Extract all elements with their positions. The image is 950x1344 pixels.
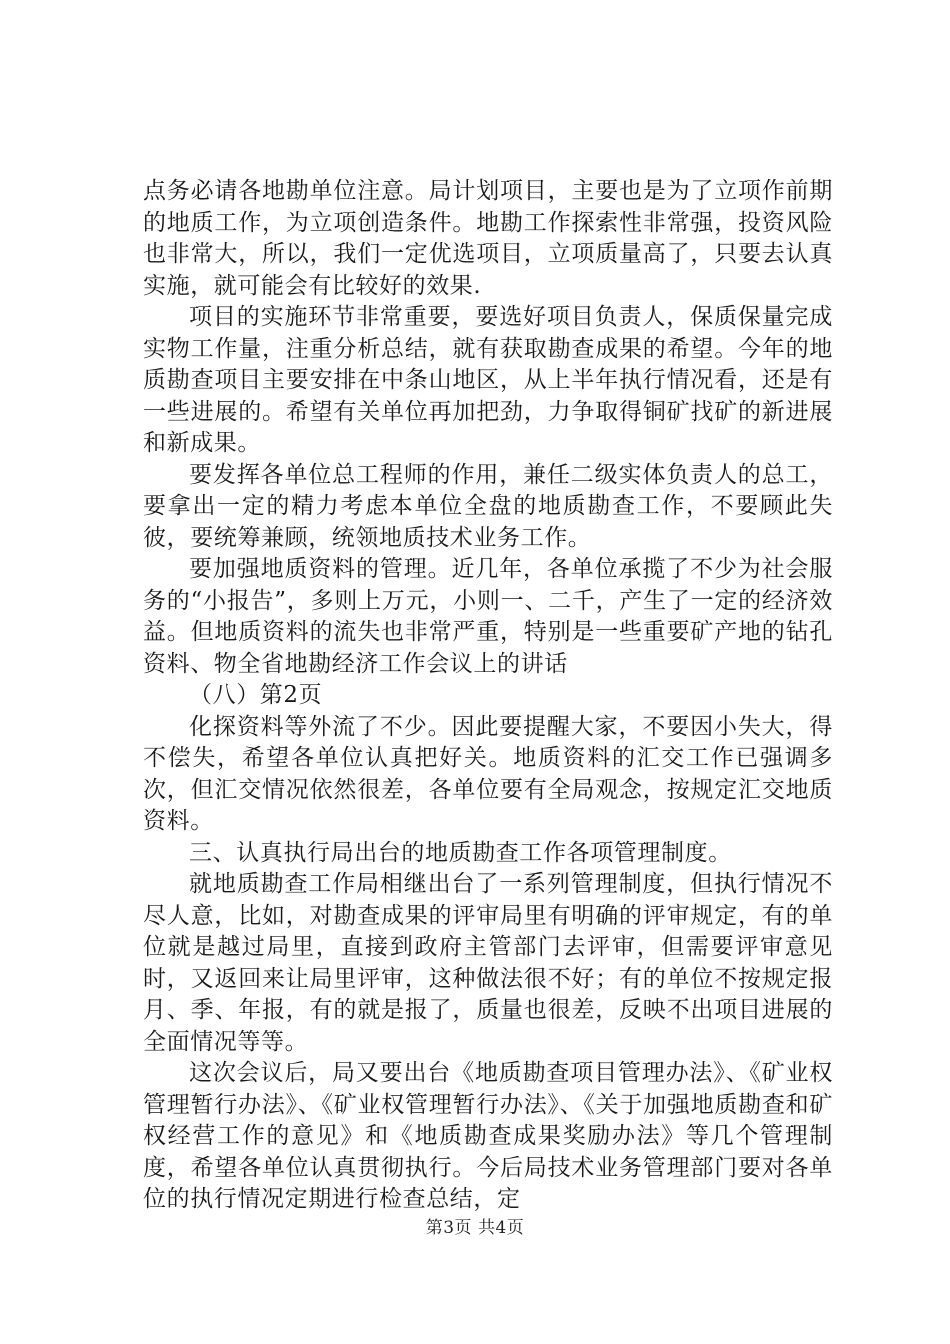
document-body <box>143 176 833 1216</box>
paragraph-2: 项目的实施环节非常重要，要选好项目负责人，保质保量完成实物工作量，注重分析总结，就有获取勘查成果的希望。今年的地质勘查项目主要安排在中条山地区，从上半年执行情况看，还是有一些进展的。希望有关单位再加把劲，力争取得铜矿找矿的新进展和新成果。 <box>143 304 833 456</box>
paragraph-1: 点务必请各地勘单位注意。局计划项目，主要也是为了立项作前期的地质工作，为立项创造条件。地勘工作探索性非常强，投资风险也非常大，所以，我们一定优选项目，立项质量高了，只要去认真实施，就可能会有比较好的效果. <box>143 178 833 299</box>
paragraph-6: 就地质勘查工作局相继出台了一系列管理制度，但执行情况不尽人意，比如，对勘查成果的评审局里有明确的评审规定，有的单位就是越过局里，直接到政府主管部门去评审，但需要评审意见时，又返回来让局里评审，这种做法很不好；有的单位不按规定报月、季、年报，有的就是报了，质量也很差，反映不出项目进展的全面情况等等。 <box>143 871 833 1055</box>
section-heading: 三、认真执行局出台的地质勘查工作各项管理制度。 <box>189 839 732 866</box>
section-marker: （八）第2页 <box>189 682 323 708</box>
page-number-footer: 第3页 共4页 <box>425 1218 525 1238</box>
paragraph-5: 化探资料等外流了不少。因此要提醒大家，不要因小失大，得不偿失，希望各单位认真把好关。地质资料的汇交工作已强调多次，但汇交情况依然很差，各单位要有全局观念，按规定汇交地质资料。 <box>143 713 833 834</box>
paragraph-7: 这次会议后，局又要出台《地质勘查项目管理办法》、《矿业权管理暂行办法》、《矿业权管理暂行办法》、《关于加强地质勘查和矿权经营工作的意见》和《地质勘查成果奖励办法》等几个管理制度，希望各单位认真贯彻执行。今后局技术业务管理部门要对各单位的执行情况定期进行检查总结，定 <box>143 1060 833 1212</box>
paragraph-3: 要发挥各单位总工程师的作用，兼任二级实体负责人的总工，要拿出一定的精力考虑本单位全盘的地质勘查工作，不要顾此失彼，要统筹兼顾，统领地质技术业务工作。 <box>143 461 833 551</box>
paragraph-4: 要加强地质资料的管理。近几年，各单位承揽了不少为社会服务的“小报告”，多则上万元，小则一、二千，产生了一定的经济效益。但地质资料的流失也非常严重，特别是一些重要矿产地的钻孔资料、物全省地勘经济工作会议上的讲话 <box>143 556 833 677</box>
